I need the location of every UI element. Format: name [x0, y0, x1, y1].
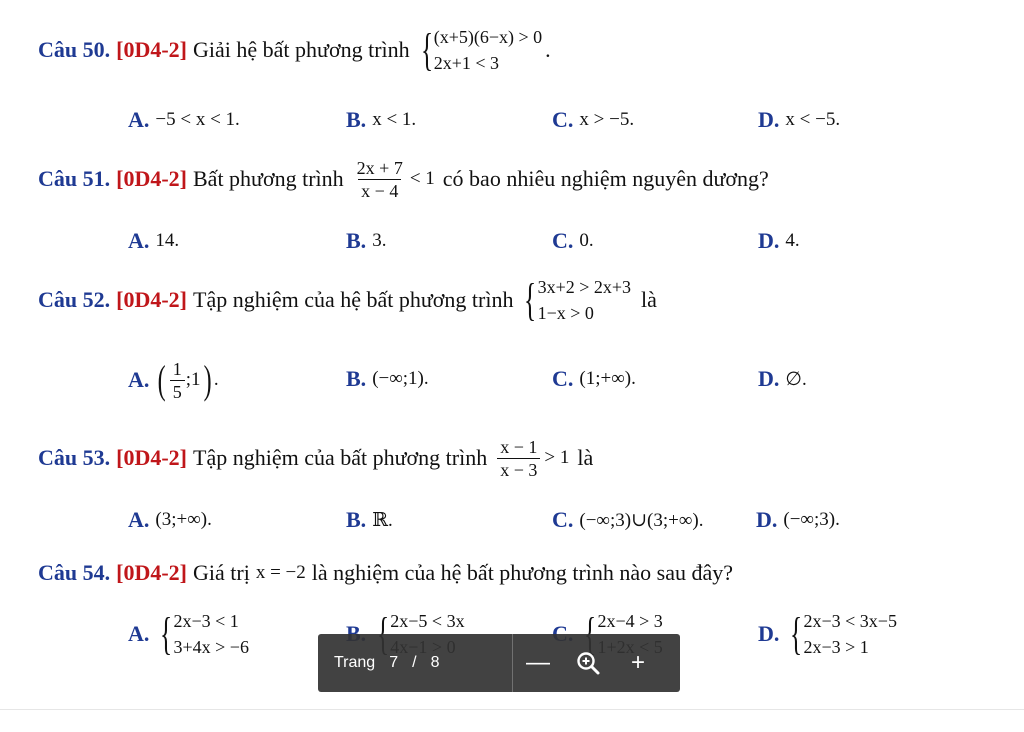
inequality-system — [803, 608, 896, 660]
option-value: 0. — [579, 230, 594, 251]
option-a — [128, 354, 219, 406]
question-code: [0D4-2] — [116, 287, 187, 312]
question-code: [0D4-2] — [116, 560, 187, 585]
option-label: B. — [346, 228, 367, 253]
question-51 — [38, 152, 775, 206]
system-line: 3+4x > −6 — [173, 637, 249, 657]
option-a — [128, 507, 212, 533]
question-code: [0D4-2] — [116, 166, 187, 191]
page-separator: / — [412, 654, 417, 671]
option-label: C. — [552, 228, 574, 253]
system-line: 3x+2 > 2x+3 — [537, 277, 632, 297]
question-54 — [38, 558, 739, 588]
option-b — [346, 228, 386, 254]
fraction-denominator: x − 3 — [497, 458, 540, 481]
option-d — [756, 507, 840, 533]
page-label: Trang — [334, 654, 376, 671]
option-value: −5 < x < 1. — [155, 109, 240, 130]
option-value: 14. — [155, 230, 180, 251]
inequality-system — [434, 24, 542, 76]
option-b — [346, 366, 429, 392]
option-label: A. — [128, 228, 150, 253]
fraction — [170, 358, 185, 403]
option-c — [552, 366, 636, 392]
fraction-numerator: 1 — [172, 358, 182, 379]
question-label: Câu 53. — [38, 445, 111, 470]
question-text-tail: là — [577, 445, 594, 470]
zoom-magnifier-icon — [575, 650, 601, 676]
system-line: 2x−3 < 1 — [173, 611, 239, 631]
system-line: 2x−3 > 1 — [803, 637, 869, 657]
option-label: A. — [128, 107, 150, 132]
system-brace: { — [420, 24, 433, 75]
period: . — [213, 369, 219, 390]
option-a — [128, 228, 179, 254]
system-line: 2x−4 > 3 — [597, 611, 663, 631]
option-d — [758, 366, 807, 392]
relation: < 1 — [409, 168, 435, 189]
question-52 — [38, 272, 663, 328]
option-value: ;1 — [185, 369, 201, 390]
option-value: (−∞;3). — [783, 509, 840, 530]
question-text: Giải hệ bất phương trình — [193, 37, 410, 62]
fraction — [354, 157, 406, 202]
period: . — [545, 37, 551, 62]
option-a — [128, 606, 249, 662]
question-text-tail: là — [641, 287, 657, 312]
fraction-denominator: 5 — [170, 380, 185, 403]
option-value: x < 1. — [372, 109, 417, 130]
option-label: D. — [758, 366, 780, 391]
option-label: D. — [758, 228, 780, 253]
system-brace: { — [524, 274, 537, 325]
question-code: [0D4-2] — [116, 445, 187, 470]
option-b — [346, 107, 416, 133]
question-text: Tập nghiệm của bất phương trình — [193, 445, 488, 470]
question-code: [0D4-2] — [116, 37, 187, 62]
option-c — [552, 507, 703, 533]
option-value: ℝ. — [372, 509, 393, 531]
page-toolbar — [318, 634, 680, 692]
option-label: A. — [128, 507, 150, 532]
question-50 — [38, 22, 551, 78]
question-label: Câu 54. — [38, 560, 111, 585]
inequality-system — [173, 608, 248, 660]
question-label: Câu 51. — [38, 166, 111, 191]
option-value: (−∞;3)∪(3;+∞). — [579, 509, 704, 531]
option-label: C. — [552, 107, 574, 132]
option-value: 3. — [372, 230, 387, 251]
math-expression: x = −2 — [255, 562, 306, 583]
option-label: D. — [758, 621, 780, 646]
system-line: 1−x > 0 — [537, 303, 594, 323]
option-c — [552, 107, 634, 133]
option-value: x > −5. — [579, 109, 635, 130]
system-brace: { — [160, 608, 173, 659]
zoom-out-button[interactable]: — — [526, 649, 550, 676]
fraction-numerator: x − 1 — [500, 436, 538, 457]
zoom-in-button[interactable]: + — [630, 649, 645, 676]
question-text: Giá trị — [193, 560, 250, 585]
page-bottom-divider — [0, 709, 1024, 710]
system-line: 2x−3 < 3x−5 — [803, 611, 897, 631]
option-d — [758, 606, 897, 662]
option-label: B. — [346, 107, 367, 132]
option-label: C. — [552, 366, 574, 391]
question-label: Câu 52. — [38, 287, 111, 312]
option-d — [758, 228, 800, 254]
zoom-reset-button[interactable] — [563, 634, 613, 692]
option-a — [128, 107, 240, 133]
option-label: D. — [756, 507, 778, 532]
option-value: 4. — [785, 230, 800, 251]
option-value: x < −5. — [785, 109, 841, 130]
fraction — [497, 436, 540, 481]
option-label: A. — [128, 367, 150, 392]
option-c — [552, 228, 594, 254]
page-indicator — [318, 654, 512, 672]
question-53 — [38, 430, 599, 486]
current-page-input[interactable]: 7 — [389, 654, 399, 671]
relation: > 1 — [544, 447, 570, 468]
question-text-tail: có bao nhiêu nghiệm nguyên dương? — [442, 166, 769, 191]
option-value: (−∞;1). — [372, 368, 429, 389]
fraction-denominator: x − 4 — [358, 179, 401, 202]
option-b — [346, 507, 393, 533]
option-label: C. — [552, 507, 574, 532]
right-paren: ) — [203, 357, 212, 402]
question-text: Bất phương trình — [193, 166, 344, 191]
inequality-system — [538, 274, 631, 326]
option-label: D. — [758, 107, 780, 132]
option-label: B. — [346, 507, 367, 532]
question-text-tail: là nghiệm của hệ bất phương trình nào sau đây? — [311, 560, 734, 585]
fraction-numerator: 2x + 7 — [356, 157, 403, 178]
option-value: ∅. — [785, 368, 807, 390]
option-d — [758, 107, 840, 133]
option-value: (1;+∞). — [579, 368, 636, 389]
system-line: 2x+1 < 3 — [433, 53, 500, 73]
question-text: Tập nghiệm của hệ bất phương trình — [193, 287, 514, 312]
option-value: (3;+∞). — [155, 509, 212, 530]
option-label: A. — [128, 621, 150, 646]
option-label: B. — [346, 366, 367, 391]
total-pages: 8 — [430, 654, 440, 671]
system-line: 2x−5 < 3x — [390, 611, 465, 631]
question-label: Câu 50. — [38, 37, 111, 62]
left-paren: ( — [158, 357, 167, 402]
system-line: (x+5)(6−x) > 0 — [433, 27, 543, 47]
system-brace: { — [790, 608, 803, 659]
